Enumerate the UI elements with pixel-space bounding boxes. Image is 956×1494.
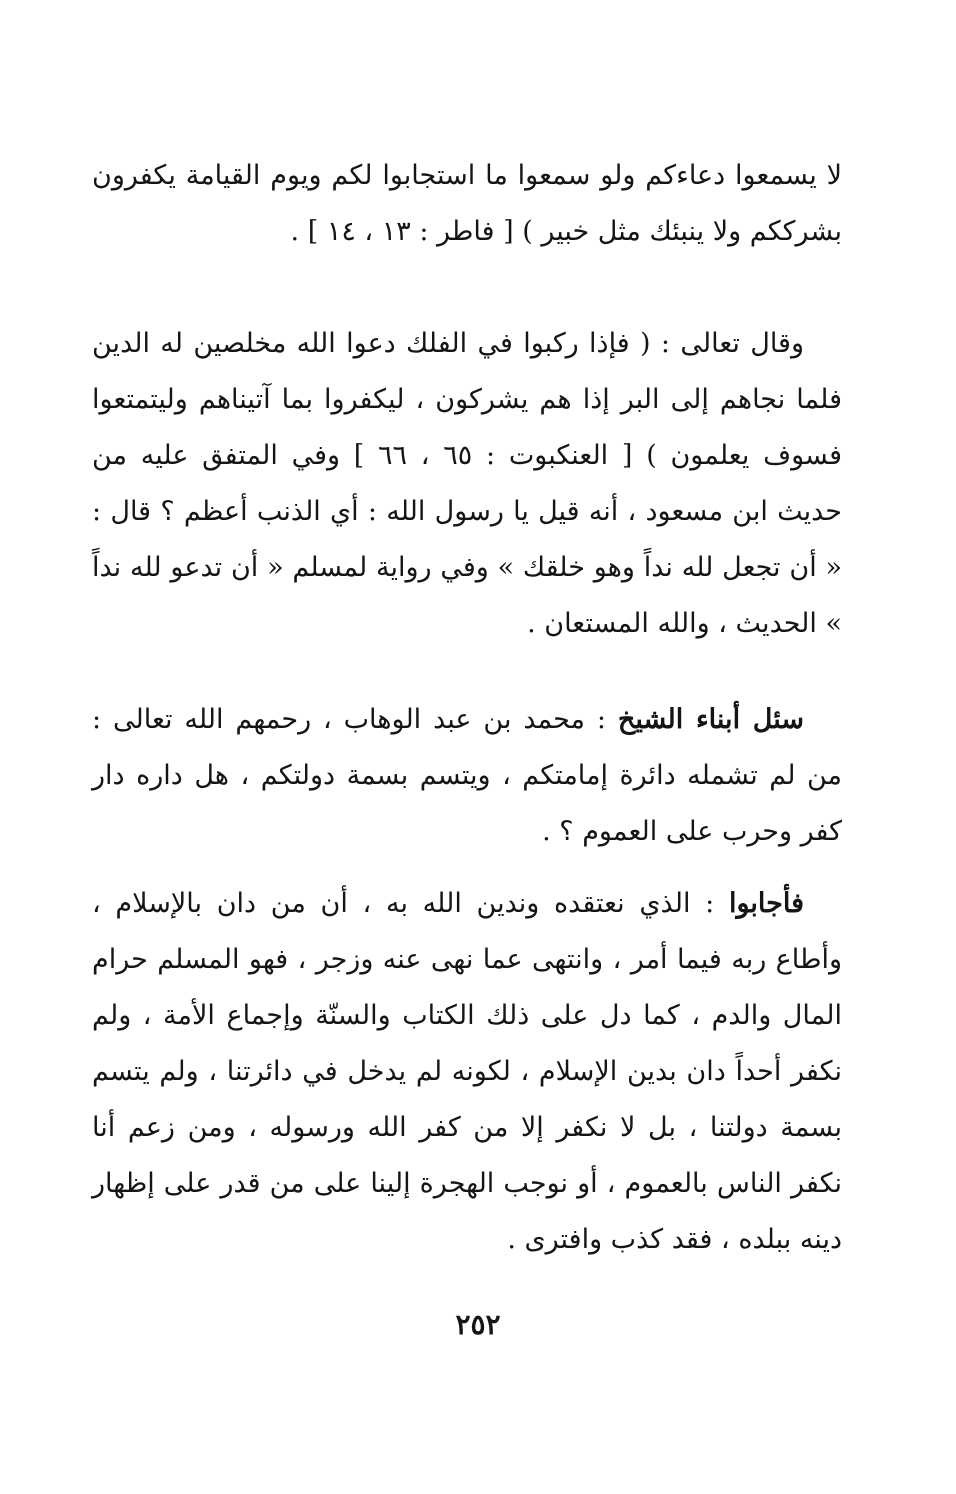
quran-quote-paragraph: [92, 148, 842, 260]
question-paragraph: [92, 692, 842, 860]
hadith-paragraph: [92, 316, 842, 652]
paragraph-body: [92, 692, 842, 860]
page-number: ٢٥٢: [455, 1308, 501, 1341]
paragraph-text: وقال تعالى : ( فإذا ركبوا في الفلك دعوا الله مخلصين له الدين فلما نجاهم إلى البر إذا هم يشركون ، ليكفروا بما آتيناهم وليتمتعوا فسوف يعلمون ) [ العنكبوت : ٦٥ ، ٦٦ ] وفي المتفق عليه من حديث ابن مسعود ، أنه قيل يا رسول الله : أي الذنب أعظم ؟ قال : « أن تجعل لله نداً وهو خلقك » وفي رواية لمسلم « أن تدعو لله نداً » الحديث ، والله المستعان .: [92, 328, 843, 639]
answer-text: : الذي نعتقده وندين الله به ، أن من دان بالإسلام ، وأطاع ربه فيما أمر ، وانتهى عما نهى عنه وزجر ، فهو المسلم حرام المال والدم ، كما دل على ذلك الكتاب والسنّة وإجماع الأمة ، ولم نكفر أحداً دان بدين الإسلام ، لكونه لم يدخل في دائرتنا ، ولم يتسم بسمة دولتنا ، بل لا نكفر إلا من كفر الله ورسوله ، ومن زعم أنا نكفر الناس بالعموم ، أو نوجب الهجرة إلينا على من قدر على إظهار دينه ببلده ، فقد كذب وافترى .: [92, 888, 842, 1255]
answer-lead: فأجابوا: [728, 888, 804, 919]
paragraph-text: لا يسمعوا دعاءكم ولو سمعوا ما استجابوا لكم ويوم القيامة يكفرون بشرككم ولا ينبئك مثل خبير ) [ فاطر : ١٣ ، ١٤ ] .: [92, 160, 842, 247]
paragraph-body: [92, 876, 842, 1268]
answer-paragraph: [92, 876, 842, 1268]
question-text: : محمد بن عبد الوهاب ، رحمهم الله تعالى : من لم تشمله دائرة إمامتكم ، ويتسم بسمة دولتكم ، هل داره دار كفر وحرب على العموم ؟ .: [92, 704, 842, 847]
question-lead: سئل أبناء الشيخ: [617, 704, 804, 735]
